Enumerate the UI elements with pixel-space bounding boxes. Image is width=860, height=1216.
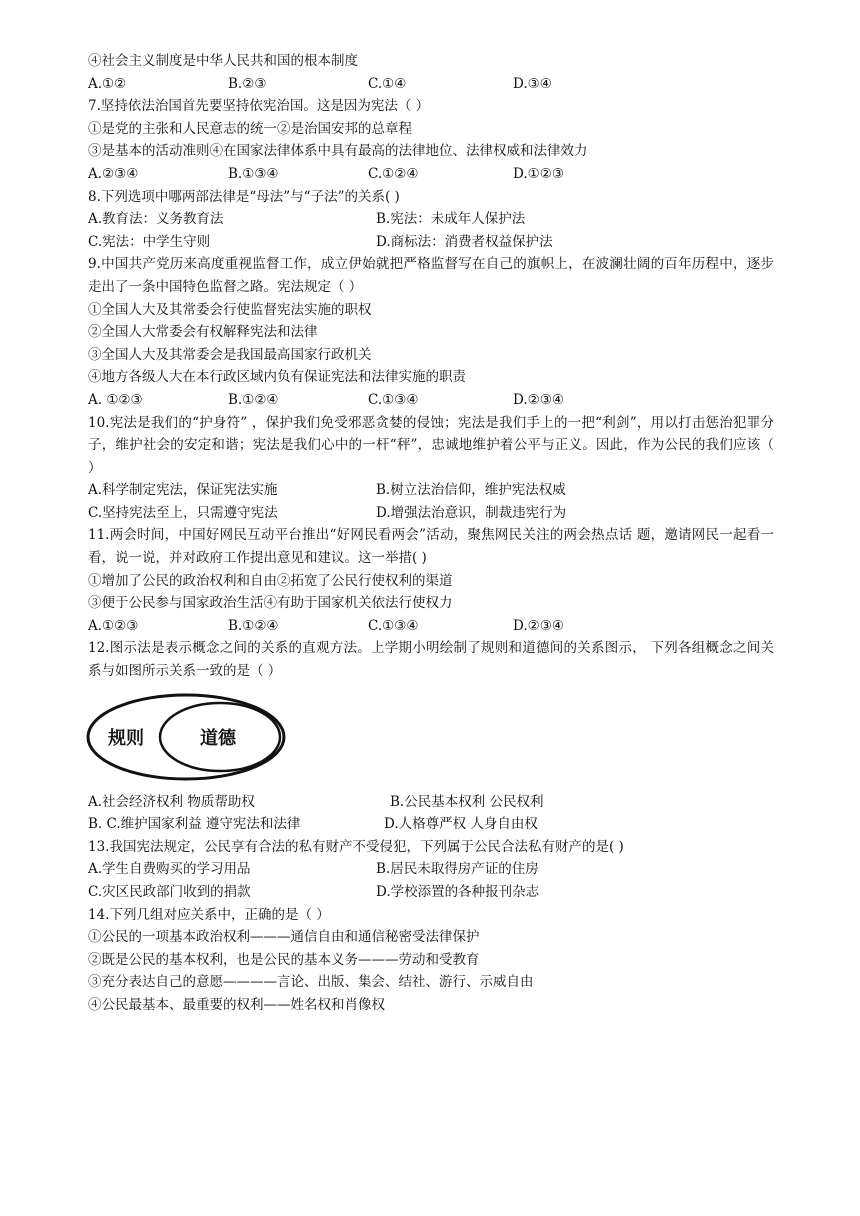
q7-option-d: D.①②③ (513, 165, 564, 182)
q9-statement-1: ①全国人大及其常委会行使监督宪法实施的职权 (88, 301, 372, 318)
q10-option-d: D.增强法治意识，制裁违宪行为 (376, 504, 567, 521)
q8-option-b: B.宪法：未成年人保护法 (376, 211, 526, 228)
q8-option-c: C.宪法：中学生守则 (88, 233, 211, 250)
q14-statement-4: ④公民最基本、最重要的权利——姓名权和肖像权 (88, 996, 385, 1013)
q9-statement-3: ③全国人大及其常委会是我国最高国家行政机关 (88, 346, 372, 363)
q7-option-c: C.①②④ (368, 165, 419, 182)
q6-option-c: C.①④ (368, 75, 407, 92)
q11-option-d: D.②③④ (513, 617, 564, 634)
morality-label: 道德 (200, 727, 236, 749)
q12-option-d: D.人格尊严权 人身自由权 (384, 816, 538, 833)
q13-option-c: C.灾区民政部门收到的捐款 (88, 884, 251, 900)
q13-stem: 13.我国宪法规定，公民享有合法的私有财产不受侵犯，下列属于公民合法私有财产的是( ) (88, 838, 624, 855)
q11-statements-1: ①增加了公民的政治权利和自由②拓宽了公民行使权利的渠道 (88, 572, 453, 589)
q8-option-d: D.商标法：消费者权益保护法 (376, 233, 553, 250)
q14-statement-1: ①公民的一项基本政治权利———通信自由和通信秘密受法律保护 (88, 929, 480, 946)
q10-option-a: A.科学制定宪法，保证宪法实施 (88, 482, 278, 499)
exam-page (88, 50, 778, 1017)
q6-statement-4: ④社会主义制度是中华人民共和国的根本制度 (88, 53, 358, 69)
q9-option-d: D.②③④ (513, 391, 564, 408)
q10-option-b: B.树立法治信仰，维护宪法权威 (376, 482, 566, 499)
q12-options-row1 (88, 791, 778, 814)
q9-option-b: B.①②④ (228, 391, 279, 408)
q8-stem: 8.下列选项中哪两部法律是“母法”与“子法”的关系( ) (88, 188, 400, 205)
q11-option-a: A.①②③ (88, 617, 139, 634)
q13-options-row1 (88, 858, 778, 881)
q7-stem: 7.坚持依法治国首先要坚持依宪治国。这是因为宪法（ ） (88, 98, 430, 115)
rules-label: 规则 (108, 727, 144, 749)
q13-option-d: D.学校添置的各种报刊杂志 (376, 884, 540, 900)
q9-options (88, 389, 778, 412)
q13-options-row2 (88, 881, 778, 904)
q10-options-row2 (88, 502, 778, 525)
q14-stem: 14.下列几组对应关系中，正确的是（ ） (88, 906, 330, 923)
q8-options-row2 (88, 231, 778, 254)
q10-stem: 10.宪法是我们的“护身符” ，保护我们免受邪恶贪婪的侵蚀；宪法是我们手上的一把“利剑”，用以打击惩治犯罪分子，维护社会的安定和谐；宪法是我们心中的一杆“秤”，忠诚地维护着公平与正义。因此，作为公民的我们应该（ ） (88, 414, 774, 476)
q8-options-row1 (88, 208, 778, 231)
q6-option-d: D.③④ (513, 75, 552, 92)
rules-morality-diagram (82, 689, 296, 785)
q6-option-b: B.②③ (228, 75, 267, 92)
q6-option-a: A.①② (88, 75, 127, 92)
q9-stem: 9.中国共产党历来高度重视监督工作，成立伊始就把严格监督写在自己的旗帜上，在波澜壮阔的百年历程中，逐步走出了一条中国特色监督之路。宪法规定（ ） (88, 256, 774, 295)
q6-options (88, 73, 778, 96)
q13-option-a: A.学生自费购买的学习用品 (88, 861, 251, 878)
q9-statement-2: ②全国人大常委会有权解释宪法和法律 (88, 324, 318, 341)
q11-option-b: B.①②④ (228, 617, 279, 634)
q12-stem: 12.图示法是表示概念之间的关系的直观方法。上学期小明绘制了规则和道德间的关系图示， 下列各组概念之间关系与如图所示关系一致的是（ ） (88, 640, 774, 680)
q12-option-a: A.社会经济权利 物质帮助权 (88, 793, 255, 810)
q14-statement-3: ③充分表达自己的意愿————言论、出版、集会、结社、游行、示威自由 (88, 974, 534, 991)
q7-option-a: A.②③④ (88, 165, 139, 182)
q11-option-c: C.①③④ (368, 617, 419, 634)
q7-statements-1: ①是党的主张和人民意志的统一②是治国安邦的总章程 (88, 120, 412, 137)
q11-statements-2: ③便于公民参与国家政治生活④有助于国家机关依法行使权力 (88, 595, 453, 612)
q11-options (88, 615, 778, 638)
q9-statement-4: ④地方各级人大在本行政区域内负有保证宪法和法律实施的职责 (88, 369, 466, 386)
q10-option-c: C.坚持宪法至上，只需遵守宪法 (88, 504, 278, 521)
q10-options-row1 (88, 479, 778, 502)
q13-option-b: B.居民未取得房产证的住房 (376, 861, 539, 878)
q7-options (88, 163, 778, 186)
q11-stem: 11.两会时间，中国好网民互动平台推出“好网民看两会”活动，聚焦网民关注的两会热点话 题，邀请网民一起看一看，说一说，并对政府工作提出意见和建议。这一举措( ) (88, 527, 774, 567)
q9-option-c: C.①③④ (368, 391, 419, 408)
q7-option-b: B.①③④ (228, 165, 279, 182)
q14-statement-2: ②既是公民的基本权利，也是公民的基本义务———劳动和受教育 (88, 951, 480, 968)
q12-options-row2 (88, 813, 778, 836)
q9-option-a: A. ①②③ (88, 391, 143, 408)
q7-statements-2: ③是基本的活动准则④在国家法律体系中具有最高的法律地位、法律权威和法律效力 (88, 143, 588, 160)
q12-option-c: B. C.维护国家利益 遵守宪法和法律 (88, 816, 301, 833)
q12-option-b: B.公民基本权利 公民权利 (390, 793, 544, 810)
q8-option-a: A.教育法：义务教育法 (88, 211, 224, 228)
